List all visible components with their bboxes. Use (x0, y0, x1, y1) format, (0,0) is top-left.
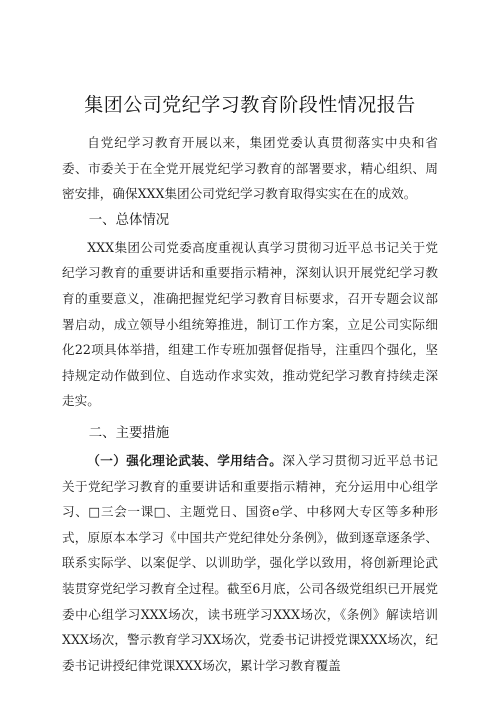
section1-paragraph: XXX集团公司党委高度重视认真学习贯彻习近平总书记关于党纪学习教育的重要讲话和重要指示精神，深刻认识开展党纪学习教育的重要意义，准确把握党纪学习教育目标要求，召开专题会议部署启动，成立领导小组统筹推进，制订工作方案，立足公司实际细化22项具体举措，组建工作专班加强督促指导，注重四个强化，坚持规定动作做到位、自选动作求实效，推动党纪学习教育持续走深走实。 (62, 239, 438, 409)
section2-sub1-paragraph (62, 448, 438, 678)
section2-sub1-heading: （一）强化理论武装、学用结合。 (87, 452, 283, 468)
section1-heading: 一、总体情况 (88, 212, 170, 228)
intro-paragraph: 自党纪学习教育开展以来，集团党委认真贯彻落实中央和省委、市委关于在全党开展党纪学习教育的部署要求，精心组织、周密安排，确保XXX集团公司党纪学习教育取得实实在在的成效。 (62, 135, 438, 202)
document-title: 集团公司党纪学习教育阶段性情况报告 (84, 94, 416, 116)
section2-sub1-body: 深入学习贯彻习近平总书记关于党纪学习教育的重要讲话和重要指示精神，充分运用中心组学习、□三会一课□、主题党日、国资e学、中移网大专区等多种形式，原原本本学习《中国共产党纪律处分条例》，做到逐章逐条学、联系实际学、以案促学、以训助学，强化学以致用，将创新理论武装贯穿党纪学习教育全过程。截至6月底，公司各级党组织已开展党委中心组学习XXX场次，读书班学习XXX场次，《条例》解读培训XXX场次，警示教育学习XX场次，党委书记讲授党课XXX场次，纪委书记讲授纪律党课XXX场次，累计学习教育覆盖 (62, 452, 439, 673)
section2-heading: 二、主要措施 (88, 425, 170, 441)
